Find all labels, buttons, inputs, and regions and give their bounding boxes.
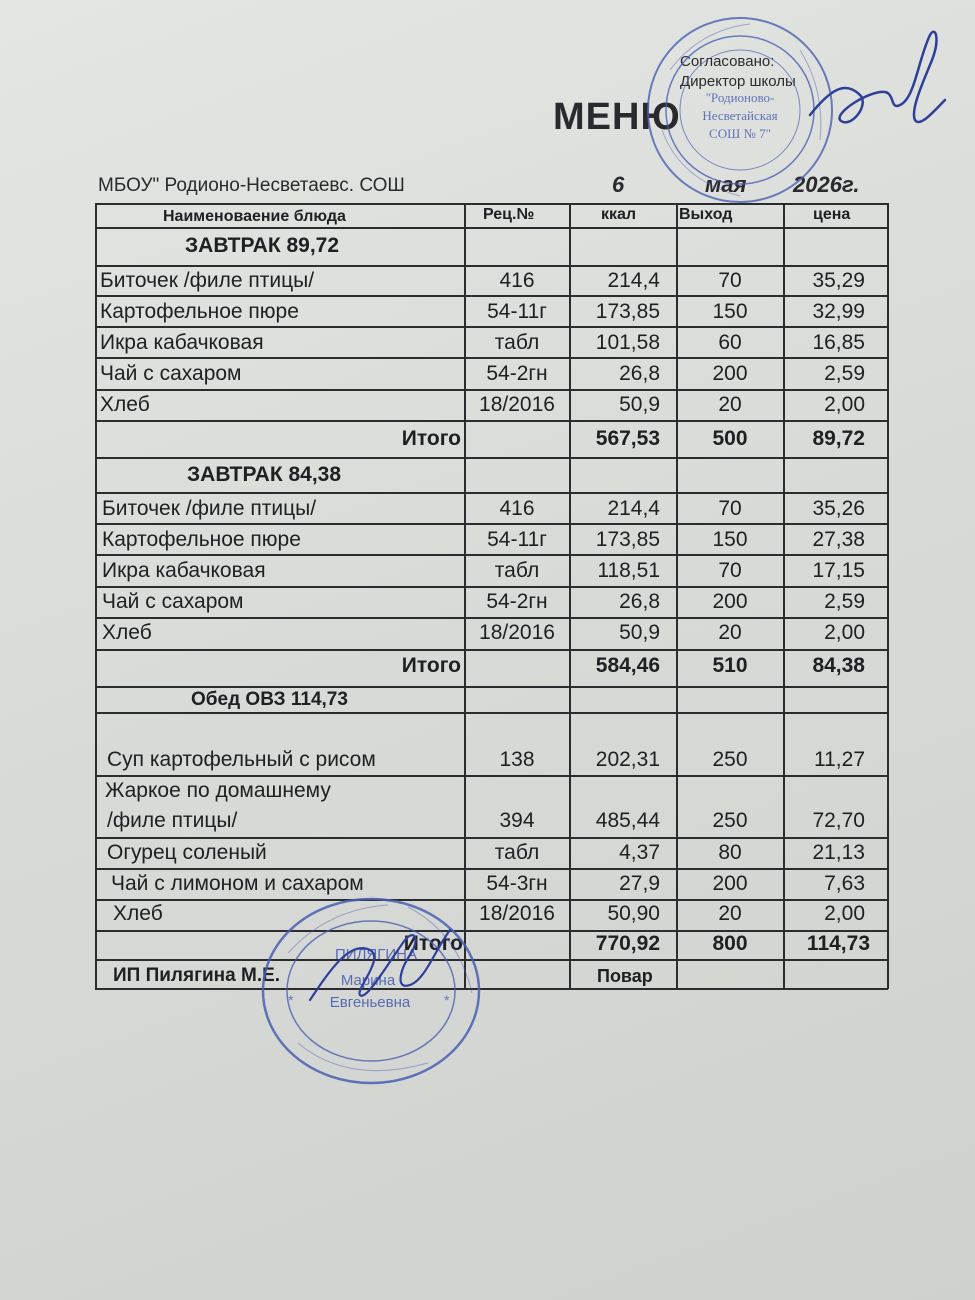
column-header-price: цена <box>813 206 851 223</box>
dish-name: Чай с сахаром <box>102 590 244 613</box>
portion-value: 20 <box>718 621 742 644</box>
page-title: МЕНЮ <box>553 96 681 138</box>
total-portion: 800 <box>712 932 748 955</box>
column-header-name: Наименоваение блюда <box>163 208 346 225</box>
section-title: ЗАВТРАК 84,38 <box>187 463 342 486</box>
portion-value: 200 <box>712 590 748 613</box>
total-label: Итого <box>401 654 461 677</box>
dish-name: Чай с лимоном и сахаром <box>111 872 364 895</box>
portion-value: 70 <box>718 559 742 582</box>
menu-table <box>95 203 888 989</box>
approval-line-2: Директор школы <box>680 73 796 90</box>
row-line <box>95 617 888 619</box>
recipe-number: табл <box>494 331 540 354</box>
dish-name: Хлеб <box>113 902 163 925</box>
recipe-number: 18/2016 <box>479 902 555 925</box>
director-signature <box>790 20 950 150</box>
price-value: 35,26 <box>812 497 865 520</box>
recipe-number: табл <box>494 559 540 582</box>
dish-name: Хлеб <box>102 621 152 644</box>
row-line <box>95 649 888 651</box>
kcal-value: 173,85 <box>595 528 660 551</box>
total-portion: 500 <box>712 427 748 450</box>
dish-name: Картофельное пюре <box>100 300 299 323</box>
row-line <box>95 775 888 777</box>
svg-text:*: * <box>288 992 294 1008</box>
price-value: 72,70 <box>812 809 865 832</box>
portion-value: 70 <box>718 269 742 292</box>
kcal-value: 214,4 <box>607 269 660 292</box>
recipe-number: 54-11г <box>487 528 547 551</box>
price-value: 2,00 <box>824 621 865 644</box>
approval-line-1: Согласовано: <box>680 53 775 70</box>
portion-value: 150 <box>712 300 748 323</box>
ip-signature <box>300 910 460 1020</box>
kcal-value: 101,58 <box>595 331 660 354</box>
price-value: 21,13 <box>812 841 865 864</box>
kcal-value: 50,90 <box>607 902 660 925</box>
kcal-value: 50,9 <box>619 393 660 416</box>
total-price: 84,38 <box>812 654 865 677</box>
stamp-text-line-3: СОШ № 7" <box>709 126 771 141</box>
portion-value: 80 <box>718 841 742 864</box>
dish-name: Огурец соленый <box>107 841 267 864</box>
recipe-number: 54-2гн <box>486 590 548 613</box>
total-label: Итого <box>403 932 463 955</box>
dish-name: Икра кабачковая <box>102 559 266 582</box>
section-title: Обед ОВЗ 114,73 <box>191 689 348 710</box>
portion-value: 150 <box>712 528 748 551</box>
dish-name: Чай с сахаром <box>100 362 242 385</box>
row-line <box>95 420 888 422</box>
date-year: 2026г. <box>793 172 860 197</box>
column-header-kcal: ккал <box>601 206 637 223</box>
recipe-number: табл <box>494 841 540 864</box>
price-value: 7,63 <box>824 872 865 895</box>
portion-value: 250 <box>712 748 748 771</box>
recipe-number: 394 <box>499 809 535 832</box>
price-value: 17,15 <box>812 559 865 582</box>
kcal-value: 173,85 <box>595 300 660 323</box>
dish-name: Биточек /филе птицы/ <box>100 269 315 292</box>
section-title: ЗАВТРАК 89,72 <box>185 234 340 257</box>
kcal-value: 485,44 <box>595 809 660 832</box>
ip-stamp-line-1: ПИЛЯГИНА <box>335 946 417 963</box>
price-value: 2,00 <box>824 393 865 416</box>
dish-name: Биточек /филе птицы/ <box>102 497 317 520</box>
kcal-value: 27,9 <box>619 872 660 895</box>
price-value: 2,00 <box>824 902 865 925</box>
portion-value: 200 <box>712 872 748 895</box>
price-value: 16,85 <box>812 331 865 354</box>
total-price: 114,73 <box>806 932 870 955</box>
ip-stamp-line-2: Марина <box>340 972 396 989</box>
total-price: 89,72 <box>812 427 865 450</box>
portion-value: 20 <box>718 902 742 925</box>
portion-value: 250 <box>712 809 748 832</box>
date-day: 6 <box>612 172 625 197</box>
row-line <box>95 492 888 494</box>
price-value: 35,29 <box>812 269 865 292</box>
recipe-number: 54-11г <box>487 300 547 323</box>
ip-stamp-line-3: Евгеньевна <box>329 994 411 1011</box>
kcal-value: 26,8 <box>619 590 660 613</box>
kcal-value: 202,31 <box>595 748 660 771</box>
price-value: 2,59 <box>824 362 865 385</box>
svg-text:*: * <box>444 992 450 1008</box>
row-line <box>95 899 888 901</box>
recipe-number: 416 <box>499 497 535 520</box>
row-line <box>95 554 888 556</box>
total-label: Итого <box>401 427 461 450</box>
recipe-number: 138 <box>499 748 535 771</box>
recipe-number: 18/2016 <box>479 621 555 644</box>
col-line <box>95 203 97 989</box>
portion-value: 60 <box>718 331 742 354</box>
col-line <box>887 203 889 989</box>
stamp-text-line-2: Несветайская <box>702 108 778 123</box>
column-header-portion: Выход <box>679 206 733 223</box>
kcal-value: 214,4 <box>607 497 660 520</box>
price-value: 27,38 <box>812 528 865 551</box>
total-kcal: 770,92 <box>595 932 660 955</box>
recipe-number: 18/2016 <box>479 393 555 416</box>
total-kcal: 584,46 <box>595 654 660 677</box>
school-name: МБОУ" Родионо-Несветаевс. СОШ <box>98 175 405 196</box>
dish-name: Суп картофельный с рисом <box>107 748 376 771</box>
row-line <box>95 868 888 870</box>
row-line <box>95 295 888 297</box>
price-value: 32,99 <box>812 300 865 323</box>
date-month: мая <box>705 172 747 197</box>
dish-name: Картофельное пюре <box>102 528 301 551</box>
row-line <box>95 586 888 588</box>
dish-name: Хлеб <box>100 393 150 416</box>
stamp-text-line-1: "Родионово- <box>705 90 775 105</box>
price-value: 2,59 <box>824 590 865 613</box>
dish-name-line-2: /филе птицы/ <box>107 809 238 832</box>
total-kcal: 567,53 <box>595 427 660 450</box>
row-line <box>95 357 888 359</box>
row-line <box>95 712 888 714</box>
recipe-number: 54-3гн <box>486 872 548 895</box>
kcal-value: 118,51 <box>597 559 660 582</box>
price-value: 11,27 <box>814 748 865 771</box>
total-portion: 510 <box>712 654 748 677</box>
kcal-value: 4,37 <box>619 841 660 864</box>
row-line <box>95 326 888 328</box>
portion-value: 70 <box>718 497 742 520</box>
portion-value: 20 <box>718 393 742 416</box>
recipe-number: 416 <box>499 269 535 292</box>
row-line <box>95 457 888 459</box>
kcal-value: 50,9 <box>619 621 660 644</box>
row-line <box>95 523 888 525</box>
cook-label: Повар <box>597 966 653 986</box>
recipe-number: 54-2гн <box>486 362 548 385</box>
dish-name: Икра кабачковая <box>100 331 264 354</box>
row-line <box>95 959 888 961</box>
portion-value: 200 <box>712 362 748 385</box>
row-line <box>95 265 888 267</box>
column-header-recipe: Рец.№ <box>483 206 535 223</box>
row-line <box>95 988 888 990</box>
contractor-name: ИП Пилягина М.Е. <box>113 965 281 986</box>
row-line <box>95 837 888 839</box>
row-line <box>95 389 888 391</box>
kcal-value: 26,8 <box>619 362 660 385</box>
dish-name-line-1: Жаркое по домашнему <box>105 779 331 802</box>
